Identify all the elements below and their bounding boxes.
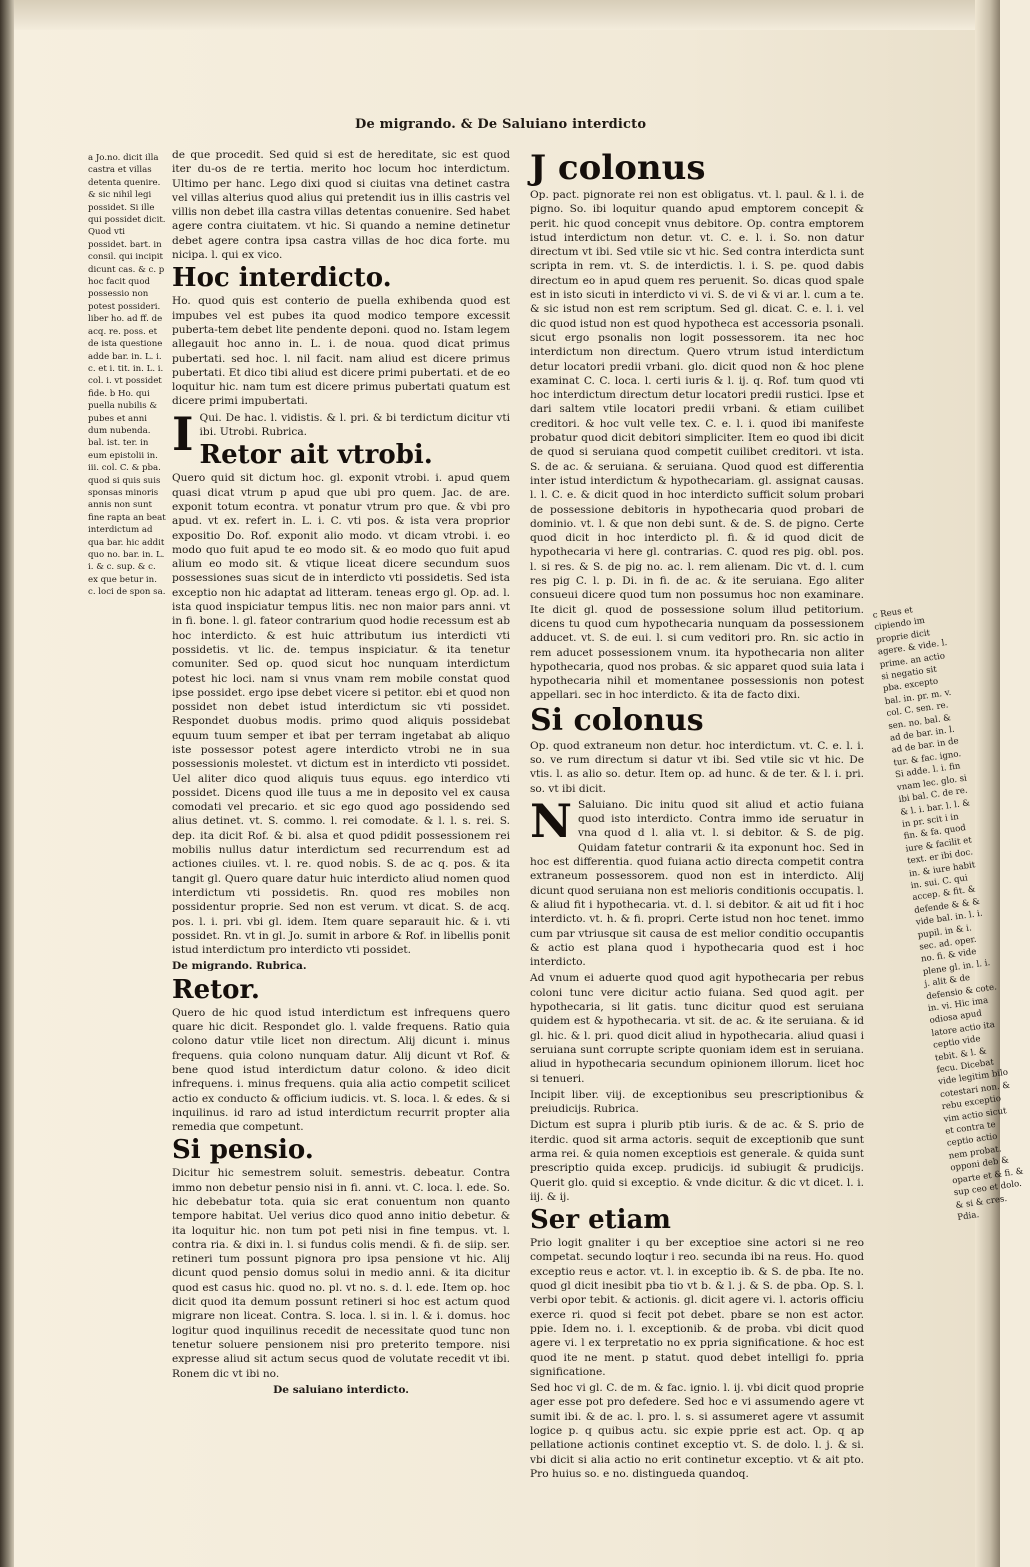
page-top-shadow (14, 0, 975, 30)
section-heading: Si pensio. (172, 1135, 314, 1166)
paragraph: Ho. quod quis est conterio de puella exhibenda quod est impubes vel est pubes ita quod modico tempore excessit puberta-tem debet lite pendente deponi. quod no. Istam legem allegauit hoc anno in. L. i. de noua. quod dicat primus pubertati. sed hoc. l. nil facit. nam aliud est dicere primus pubertati. Et dico tibi aliud est dicere primi pubertati. et de eo loquitur hic. nam tum est dicere primus pubertati quatum est dicere primi impubertati. (172, 295, 510, 408)
paragraph: de que procedit. Sed quid si est de hereditate, sic est quod iter du-os de re tertia. merito hoc locum hoc interdictum. Ultimo per hanc. Lego dixi quod si ciuitas vna detinet castra vel villas alterius quod alius qui pretendit ius in illis castris vel villis non debet illa castra villas detentas conuenire. Sed habet agere contra ciuitatem. vt hic. Si quando a nemine detinetur debet agere contra ipsa castra villas de hoc dica forte. mu nicipa. l. qui ex vico. (172, 149, 510, 262)
closing-rubric: De saluiano interdicto. (273, 1383, 409, 1396)
left-margin-text: a Jo.no. dicit illa castra et villas detenta quenire. & sic nihil legi possidet. Si ille qui possidet dicit. Quod vti possidet. bart. in consil. qui incipit dicunt cas. & c. p hoc facit quod possessio non potest possideri. liber ho. ad ff. de acq. re. poss. et de ista questione adde bar. in. L. i. c. et i. tit. in. L. i. col. i. vt possidet fide. b Ho. qui puella nubilis & pubes et anni dum nubenda. bal. ist. ter. in eum epistolii in. iii. col. C. & pba. quod si quis suis sponsas minoris annis non sunt fine rapta an beat interdictum ad qua bar. hic addit quo no. bar. in. L. i. & c. sup. & c. ex que betur in. c. loci de spon sa. (88, 153, 166, 598)
running-head: De migrando. & De Saluiano interdicto (355, 117, 647, 132)
paragraph: Op. pact. pignorate rei non est obligatus. vt. l. paul. & l. i. de pigno. So. ibi loquitur quando apud emptorem concepit & perit. hic quod concepit vnus debitore. Op. contra emptorem istud interdictum non detur. vt. C. e. l. i. So. non datur directum vt ibi. Sed vtile sic vt hic. Sed contra interdicta sunt scripta in rem. vt. S. de interdictis. l. i. S. pe. quod dabis directum eo in apud quem res peruenit. So. dicas quod spale est in isto sicuti in interdicto vi vi. S. de vi & vi ar. l. cum a te. & sic istud non est rem scriptum. Sed gl. dicat. C. e. l. i. vel dic quod istud non est quod hypotheca est accessoria psonali. sicut ergo psonalis non logit possessorem. ita nec hoc interdictum non directum. Quero vtrum istud interdictum detur locatori predii vrbani. glo. dicit quod non & hoc plene examinat C. C. loca. l. certi iuris & l. ij. q. Rof. tum quod vti hoc interdictum directum detur locatori predii rustici. Ipse et dari saltem vtile locatori predii vrbani. & etiam cuilibet creditori. & hoc vult velle tex. C. e. l. i. quod ibi manifeste probatur quod dicit debitori simpliciter. Item eo quod ibi dicit de quod si seruiana quod competit cuilibet creditori. vt ista. S. de ac. & seruiana. & seruiana. Quod quod est differentia inter istud interdictum & hypothecariam. gl. assignat causas. l. l. C. e. & dicit quod in hoc interdicto sufficit solum probari de possessione debitoris in hypothecaria quod probari de dominio. vt. l. & que non debi sunt. & de. S. de pigno. Certe quod dicit in hoc interdicto pl. fi. & id quod dicit de hypothecaria vi here gl. contrarias. C. quod res pig. obl. pos. l. si res. & S. de pig no. ac. l. rem alienam. Dic vt. d. l. cum res pig C. l. p. Di. in fi. de ac. & ite seruiana. Ego aliter consueui dicere quod tum non possumus hoc non examinare. Ite dicit gl. quod de possessione solum illud petitorium. dicens tu quod cum hypothecaria nunquam da possessionem adducet. vt. S. de eui. l. si cum veditori pro. Rn. sic actio in rem aducet possessionem vnum. ita hypothecaria non aliter hypothecaria, quod nos probas. & sic apparet quod suia lata i hypothecaria nihil et momentanee possessionis non potest appellari. sec in hoc interdicto. & ita de facto dixi. (530, 189, 864, 702)
section-heading: Si colonus (530, 702, 704, 738)
gutter-shadow (975, 0, 1000, 1567)
paragraph: Quero quid sit dictum hoc. gl. exponit vtrobi. i. apud quem quasi dicat vtrum p apud que ubi pro quem. Jac. de are. exponit totum econtra. vt ponatur vtrum pro que. & vbi pro apud. vt ex. refert in. L. i. C. vti pos. & ista vera proprior expositio Do. Rof. exponit alio modo. vt dicam vtrobi. i. eo modo quo fuit apud te eo modo sit. & eo modo quo fuit apud alium eo modo sit. & vtique liceat dicere secundum suos possessiones suas sicut de in interdicto vti possidetis. Sed ista exceptio non hic adaptat ad litteram. teneas ergo gl. Op. ad. l. ista quod inspiciatur tempus litis. nec non maior pars anni. vt in fi. bone. l. gl. fateor contrarium quod hodie recessum est ab hoc interdicto. & est huic attributum ius interdicti vti possidetis. vt lic. de. tempus inspiciatur. & ita tenetur comuniter. Sed op. quod sicut hoc nunquam interdictum potest hic loci. nam si vnus vnam rem mobile constat quod ipse possidet. ergo ipse debet vicere si petitor. ebi et quod non possidet non debet istud interdictum sic vti possidet. Respondet duobus modis. primo quod aliquis possidebat equum tuum semper et ibat per terram ingetabat ab aliquo iste possessor potest agere interdicto vtrobi ne in sua possessionis molestet. vt dictum est in interdicto vti possidet. Uel aliter dico quod aliquis tuus equus. ego interdico vti possidet. Dicens quod ille tuus a me in deposito vel ex causa comodati vel precario. et sic ego quod ago possidendo sed alius detinet. vt. S. commo. l. rei comodate. & l. l. s. rei. S. dep. ita dicit Rof. & bi. alsa et quod pdidit possessionem rei mobilis nullus datur interdictum sed recurrendum est ad actiones ciuiles. vt. l. re. quod nobis. S. de ac q. pos. & ita tangit gl. Quero quare datur huic interdicto aliud nomen quod interdictum vti possidetis. Rn. quod res mobiles non possidentur proprie. Sed non est verum. vt dicat. S. de acq. pos. l. i. pri. vbi gl. idem. Item quare separauit hic. & i. vti possidet. Rn. vt in gl. Jo. sumit in arbore & Rof. in libellis ponit istud interdictum pro interdicto vti possidet. (172, 472, 510, 957)
main-column-left (172, 148, 510, 1400)
paragraph: Ad vnum ei aduerte quod quod agit hypothecaria per rebus coloni tunc vere dicitur actio fuiana. Sed quod agit. per hypothecaria, si lit gatis. tunc dicitur quod est seruiana quidem est & hypothecaria. vt sit. de ac. & ite seruiana. & id gl. hic. & l. pri. quod dicit aliud in hypothecaria. aliud quasi i seruiana sunt corrupte scripte quoniam idem est in seruiana. aliud in hypothecaria secundum opinionem illorum. licet hoc si tenueri. (530, 972, 864, 1085)
drop-initial: N (530, 793, 573, 848)
paragraph-with-initial (530, 793, 864, 970)
paragraph-text: Saluiano. Dic initu quod sit aliud et actio fuiana quod isto interdicto. Contra immo ide seruatur in vna quod d l. alia vt. l. si debitor. & S. de pig. Quidam fatetur contrarii & ita exponunt hoc. Sed in hoc est differentia. quod fuiana actio directa competit contra extraneum possessorem. quod non est in interdicto. Alij dicunt quod seruiana non est melioris conditionis occupatis. l. & aliud fit i hypothecaria. vt. d. l. si debitor. & ait ud fit i hoc interdicto. vt. h. & fi. propri. Certe istud non hoc tenet. immo cum par vtriusque sit causa de est melior conditio occupantis & actio est plana quod i hypothecaria quod est i hoc interdicto. (530, 798, 864, 969)
paragraph: Op. quod extraneum non detur. hoc interdictum. vt. C. e. l. i. so. ve rum directum si datur vt ibi. Sed vtile sic vt hic. De vtis. l. as alio so. detur. Item op. ad hunc. & de ter. & l. i. pri. so. vt ibi dicit. (530, 739, 864, 795)
section-heading: Retor. (172, 974, 260, 1005)
paragraph: Dictum est supra i plurib ptib iuris. & de ac. & S. prio de iterdic. quod sit arma actoris. sequit de exceptionib que sunt arma rei. & quia nomen exceptiois est generale. & quida sunt prescriptio quida excep. prudicijs. id subiugit & prudicijs. Querit glo. quid si exceptio. & vnde dicitur. & dic vt dicet. l. i. iij. & ij. (530, 1119, 864, 1203)
paragraph: Dicitur hic semestrem soluit. semestris. debeatur. Contra immo non debetur pensio nisi in fi. anni. vt. C. loca. l. ede. So. hic debebatur tota. quia sic erat conuentum non quanto tempore habitat. Uel verius dico quod anno initio debetur. & ita loquitur hic. non tum pot peti nisi in fine tempus. vt. l. contra ria. & dixi in. l. si fundus colis mendi. & fi. de siip. ser. retineri tum possunt pignora pro ipsa pensione vt hic. Alij dicunt quod pensio domus solui in medio anni. & ita dicitur quod est casus hic. quod no. pl. vt no. s. d. l. ede. Item op. hoc dicit quod ita demum possunt retineri si hoc est actum quod migrare non liceat. Contra. S. loca. l. si in. l. & i. domus. hoc logitur quod inquilinus recedit de necessitate quod tunc non tenetur soluere pensionem nisi pro preterito tempore. nisi expresse aliud sit actum secus quod de volutate recedit vt ibi. Ronem dic vt ibi no. (172, 1167, 510, 1380)
left-margin-gloss (88, 152, 166, 772)
book-edge-left (0, 0, 14, 1567)
paragraph: Sed hoc vi gl. C. de m. & fac. ignio. l. ij. vbi dicit quod proprie ager esse pot pro defedere. Sed hoc e vi assumendo agere vt sumit ibi. & de ac. l. pro. l. s. si assumeret agere vt assumit logice p. q quibus actu. sic expie pprie est act. Op. q ap pellatione actionis continet exceptio vt. S. de dolo. l. j. & si. vbi dicit si alia actio no erit continetur exceptio. vt & ait pto. Pro huius so. e no. distingueda quandoq. (530, 1382, 864, 1480)
drop-initial: I (172, 406, 194, 461)
rubric: De migrando. Rubrica. (172, 960, 307, 973)
paragraph-text: Qui. De hac. l. vidistis. & l. pri. & bi terdictum dicitur vti ibi. Utrobi. Rubrica. (199, 411, 510, 439)
section-heading: J colonus (530, 148, 706, 188)
paragraph: Quero de hic quod istud interdictum est infrequens quero quare hic dicit. Respondet glo. l. valde frequens. Ratio quia colono datur vtile licet non directum. Alij dicunt i. minus frequens. quia colono nunquam datur. Alij dicunt vt Rof. & bene quod istud interdictum datur colono. & ideo dicit infrequens. i. minus frequens. quia alia actio competit scilicet actio ex conducto & officium iudicis. vt. S. loca. l. & edes. & si inquilinus. id raro ad istud interdictum recurrit propter alia remedia que competunt. (172, 1006, 510, 1134)
incipit-rubric: Incipit liber. viij. de exceptionibus seu prescriptionibus & preiudicijs. Rubrica. (530, 1088, 864, 1116)
main-column-right (530, 148, 864, 1480)
section-heading: Hoc interdicto. (172, 263, 392, 294)
section-heading: Retor ait vtrobi. (199, 440, 433, 471)
section-heading: Ser etiam (530, 1205, 671, 1236)
paragraph: Prio logit gnaliter i qu ber exceptioe sine actori si ne reo competat. secundo loqtur i reo. secunda ibi na reus. Ho. quod exceptio reus e actor. vt. l. in exceptio ib. & S. de pba. Ite no. quod gl dicit inesibit pba tio vt b. & l. j. & S. de pba. Op. S. l. verbi opor tebit. & actionis. gl. dicit agere vi. l. actoris officiu exerce ri. quod si fecit pot debet. pbare se non est actor. ppie. Idem no. i. l. exceptionib. & de proba. vbi dicit quod agere vi. l ex terpretatio no ex ppria significatione. & hoc est quod ite ne ment. p statut. quod debet intelligi fo. ppria significatione. (530, 1237, 864, 1378)
right-margin-text: c Reus et cipiendo im proprie dicit agere. & vide. l. prime. an actio si negatio sit pba. excepto bal. in. pr. m. v. col. C. sen. re. sen. no. bal. & ad de bar. in. l. ad de bar. in de tur. & fac. igno. Si adde. l. i. fin vnam lec. glo. si ibi bal. C. de re. & l. i. bar. l. l. & in pr. scit i in fin. & fa. quod iure & facilit et text. er ibi doc. in. & iure habit in. sui. C. qui accep. & fit. & defende & & & vide bal. in. l. i. pupil. in & i. sec. ad. oper. no. fi. & vide plene gl. in. l. i. j. alit & de defensio & cote. in. vi. Hic ima odiosa apud latore actio ita ceptio vide tebit. & l. & fecu. Dicebat vide legitim bilo cotestari non. & rebu exceptio vim actio sicut et contra te ceptio actio nem probat. opponi deb & oparte et & fi. & sup ceo et dolo. & si & cres. Pdia. (872, 605, 1024, 1223)
